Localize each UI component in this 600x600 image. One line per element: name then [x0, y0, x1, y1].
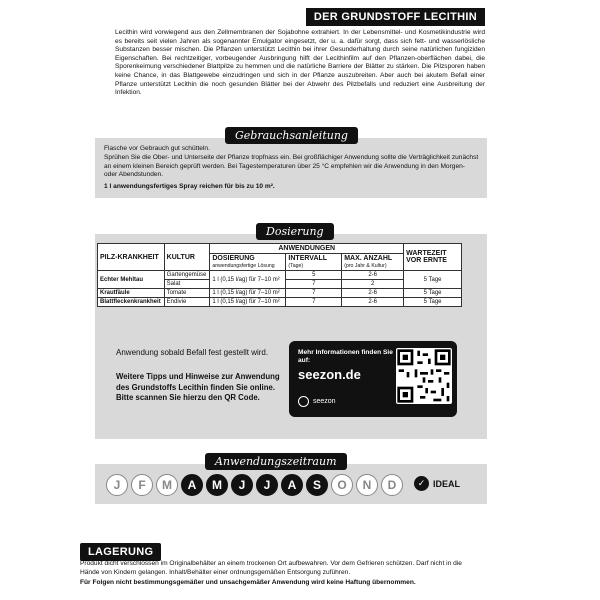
promo-card[interactable] — [289, 341, 457, 417]
month-circle: J — [256, 474, 278, 496]
intro-paragraph: Lecithin wird vorwiegend aus den Zellmembranen der Sojabohne extrahiert. In der Lebensmittel- und Kosmetikindustrie wird es bereits seit vielen Jahren als sogenannter Emulgator eingesetzt, der u. a. dafür sorgt, dass sich fett- und wasserlösliche Substanzen besser mischen. Die Pflanzen unterstützt Lecithin bei ihrer Gesunderhaltung durch seine natürlichen fungiziden Eigenschaften. Bei rechtzeitiger, vorbeugender Ausbringung hilft der Lecithinfilm auf den Pflanzen-oberflächen dabei, die Sporenkeimung verschiedener Blattpilze zu hemmen und die natürliche Barriere der Blätter zu stärken. Die Pilzsporen haben keine Chance, in das Blattgewebe einzudringen und sich in der Pflanze auszubreiten. Aber auch bei akutem Befall einer Pflanze unterstützt Lecithin die noch gesunden Blätter bei der Abwehr des Pilzbefalls und reduziert eine Ausbreitung der Infektion. — [115, 29, 485, 97]
cell-wait: 5 Tage — [404, 271, 462, 289]
th-dose — [210, 254, 286, 271]
storage-title: LAGERUNG — [80, 543, 161, 561]
usage-title: Gebrauchsanleitung — [225, 127, 358, 144]
th-disease: PILZ-KRANKHEIT — [98, 244, 165, 271]
dosage-table — [97, 243, 462, 307]
month-row — [106, 474, 406, 496]
ideal-label: IDEAL — [433, 478, 460, 489]
dosage-table-wrap — [97, 243, 462, 307]
th-interval-label: INTERVALL — [288, 255, 328, 262]
promo-url[interactable]: seezon.de — [298, 367, 361, 382]
usage-line-shake: Flasche vor Gebrauch gut schütteln. — [104, 145, 210, 152]
table-row — [98, 271, 462, 280]
month-circle: A — [181, 474, 203, 496]
cell-dose: 1 l (0,15 l/ag) für 7–10 m² — [210, 289, 286, 298]
table-row — [98, 298, 462, 307]
table-row — [98, 289, 462, 298]
cell-max: 2-6 — [342, 271, 404, 280]
cell-dose: 1 l (0,15 l/ag) für 7–10 m² — [210, 271, 286, 289]
qr-code-icon[interactable] — [396, 348, 452, 404]
promo-brand-row — [298, 396, 336, 407]
cell-culture: Endivie — [164, 298, 210, 307]
ideal-legend — [414, 476, 460, 491]
month-circle: A — [281, 474, 303, 496]
th-max-label: MAX. ANZAHL — [344, 255, 393, 262]
th-max-sub: (pro Jahr & Kultur) — [344, 263, 387, 269]
section-title-lecithin: DER GRUNDSTOFF LECITHIN — [306, 8, 485, 26]
dosage-tips: Weitere Tipps und Hinweise zur Anwendung des Grundstoffs Lecithin finden Sie online. Bitte scannen Sie hierzu den QR Code. — [116, 372, 280, 402]
month-circle: J — [231, 474, 253, 496]
cell-interval: 7 — [286, 298, 342, 307]
promo-more-info: Mehr Informationen finden Sie auf: — [298, 349, 393, 364]
th-dose-sub: anwendungsfertige Lösung — [212, 263, 275, 269]
cell-interval: 7 — [286, 289, 342, 298]
cell-culture: Gartengemüse — [164, 271, 210, 280]
qr-code-graphic — [396, 348, 452, 404]
cell-wait: 5 Tage — [404, 289, 462, 298]
month-circle: D — [381, 474, 403, 496]
cell-interval: 7 — [286, 280, 342, 289]
cell-wait: 5 Tage — [404, 298, 462, 307]
th-applications: ANWENDUNGEN — [210, 244, 404, 254]
month-circle: M — [206, 474, 228, 496]
check-icon: ✓ — [414, 476, 429, 491]
th-dose-label: DOSIERUNG — [212, 255, 255, 262]
month-circle: J — [106, 474, 128, 496]
usage-line-coverage: 1 l anwendungsfertiges Spray reichen für bis zu 10 m². — [104, 183, 275, 190]
month-circle: M — [156, 474, 178, 496]
cell-dose: 1 l (0,15 l/ag) für 7–10 m² — [210, 298, 286, 307]
cell-disease: Echter Mehltau — [98, 271, 165, 289]
seezon-logo-icon — [298, 396, 309, 407]
th-interval-sub: (Tage) — [288, 263, 304, 269]
month-circle: O — [331, 474, 353, 496]
cell-disease: Krautfäule — [98, 289, 165, 298]
month-circle: N — [356, 474, 378, 496]
th-culture: KULTUR — [164, 244, 210, 271]
dosage-note: Anwendung sobald Befall fest gestellt wird. — [116, 348, 269, 357]
th-interval — [286, 254, 342, 271]
promo-brand: seezon — [313, 398, 336, 405]
storage-disclaimer: Für Folgen nicht bestimmungsgemäßer und unsachgemäßer Anwendung wird keine Haftung übernommen. — [80, 579, 416, 586]
month-circle: S — [306, 474, 328, 496]
th-max — [342, 254, 404, 271]
th-wait: WARTEZEIT VOR ERNTE — [404, 244, 462, 271]
cell-max: 2-6 — [342, 289, 404, 298]
cell-max: 2 — [342, 280, 404, 289]
cell-interval: 5 — [286, 271, 342, 280]
dosage-title: Dosierung — [256, 223, 334, 240]
cell-disease: Blattfleckenkrankheit — [98, 298, 165, 307]
cell-culture: Salat — [164, 280, 210, 289]
period-title: Anwendungszeitraum — [205, 453, 347, 470]
cell-culture: Tomate — [164, 289, 210, 298]
usage-line-spray: Sprühen Sie die Ober- und Unterseite der Pflanze tropfnass ein. Bei großflächiger Anwendung sollte die Verträglichkeit zunächst an einem kleinen Bereich geprüft werden. Bei Tagestemperaturen über 25 °C empfehlen wir die Anwendung in den Morgen- oder Abendstunden. — [104, 154, 479, 179]
cell-max: 2-6 — [342, 298, 404, 307]
storage-text: Produkt dicht verschlossen im Originalbehälter an einem trockenen Ort aufbewahren. Vor dem Gefrieren schützen. Darf nicht in die Hände von Kindern gelangen. Inhalt/Behälter einer ordnungsgemäßen Entsorgung zuführen. — [80, 560, 462, 576]
month-circle: F — [131, 474, 153, 496]
